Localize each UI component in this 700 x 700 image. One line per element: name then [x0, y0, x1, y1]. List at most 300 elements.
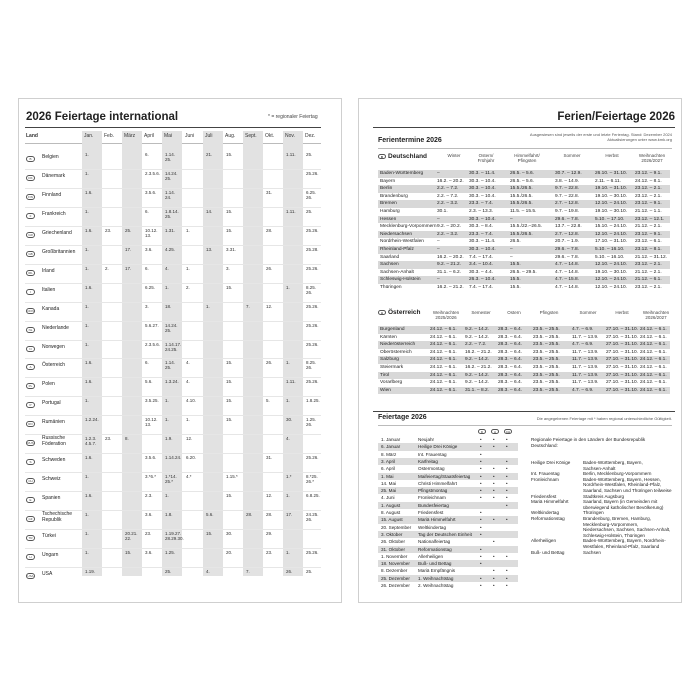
vacation-period: 15.5. — [510, 277, 521, 283]
holiday-days-9: 31. — [266, 455, 273, 461]
vacation-period: 26.5. — [510, 239, 521, 245]
holiday-valid-dot: • — [480, 473, 482, 479]
right-title-rule — [373, 127, 675, 128]
regional-holiday-row — [531, 499, 663, 510]
month-header: Juni — [185, 133, 195, 139]
holiday-days-3: 3.5.6. — [145, 455, 157, 461]
vacation-period: 2.2. – 7.2. — [437, 193, 459, 199]
vacation-period: 23.5. – 25.5. — [533, 365, 560, 370]
holiday-days-4: 1.14. 25. — [165, 152, 176, 162]
holiday-days-11: 25.26. — [306, 455, 319, 461]
vacation-period: 24.12. – 6.1. — [640, 349, 667, 355]
vacation-period: 19.10. – 30.10. — [595, 209, 628, 214]
holiday-days-3: 6. — [145, 152, 149, 157]
austria-label: Österreich — [388, 309, 421, 316]
vacation-period: 26.10. – 31.10. — [595, 171, 628, 176]
vacation-period: 23.12. – 2.1. — [635, 262, 662, 268]
regional-holiday-states: Brandenburg, Bremen, Hamburg, Mecklenburg-Vorpommern, Niedersachsen, Sachsen, Sachsen-Anhalt, Schleswig-Holstein, Thüringen — [583, 516, 671, 538]
holiday-days-0: 1.6. — [85, 493, 93, 499]
holiday-days-1: 23. — [105, 436, 112, 442]
holiday-days-6: 4. — [206, 568, 210, 574]
country-name: Frankreich — [42, 210, 66, 217]
holiday-valid-dot: • — [493, 553, 495, 559]
holiday-days-11: 25.26. — [306, 170, 319, 176]
vacation-period: 29.6. – 7.8. — [555, 216, 580, 222]
country-code-icon: CDN — [27, 308, 34, 313]
country-code-icon: GR — [26, 232, 35, 238]
vacation-period: 2.7. – 12.8. — [555, 201, 580, 207]
country-row — [18, 285, 342, 301]
holiday-days-2: 20.21. 22. — [125, 531, 138, 541]
state-name: Hessen — [380, 216, 397, 222]
holiday-date: 3. April — [381, 458, 396, 464]
holiday-days-10: 1.11. — [286, 152, 296, 157]
country-row — [18, 152, 342, 168]
state-name: Baden-Württemberg — [380, 171, 424, 176]
land-header: Land — [26, 133, 38, 139]
state-name: Tirol — [380, 372, 390, 378]
holiday-row — [378, 567, 518, 574]
row-divider — [25, 567, 321, 568]
left-page-title: 2026 Feiertage international — [26, 111, 179, 123]
holiday-days-0: 1. — [85, 531, 89, 536]
feiertage-title: Feiertage 2026 — [378, 414, 427, 421]
holiday-days-0: 1. — [85, 474, 89, 480]
austria-row — [378, 326, 670, 334]
holiday-days-3: 2.3.5.6. — [145, 170, 161, 176]
holiday-days-7: 15. — [226, 493, 233, 499]
holiday-row — [378, 560, 518, 567]
germany-label: Deutschland — [388, 153, 428, 160]
holiday-name: Fronleichnam — [418, 495, 446, 501]
vacation-period: 29.6. – 7.8. — [555, 247, 580, 252]
holiday-date: 1. Januar — [381, 437, 401, 442]
country-name: Dänemark — [42, 172, 66, 179]
holiday-valid-dot: • — [480, 561, 482, 567]
state-name: Wien — [380, 387, 391, 393]
regional-holiday-states: Saarland, Bayern (in Gemeinden mit überwiegend katholischer Bevölkerung) — [583, 499, 664, 510]
holiday-valid-dot: • — [506, 437, 508, 442]
vacation-period: 13.7. – 22.8. — [555, 224, 582, 230]
holiday-days-10: 1.11. — [286, 379, 296, 385]
vacation-period: 21.12. – 2.1. — [635, 269, 662, 275]
holiday-valid-dot: • — [480, 437, 482, 442]
state-name: Vorarlberg — [380, 380, 403, 386]
left-title-rule — [25, 127, 321, 128]
holiday-name: Mariä Himmelfahrt — [418, 517, 456, 523]
regional-holiday-note: * = regionaler Feiertag — [268, 114, 318, 120]
row-divider — [25, 472, 321, 473]
row-divider — [25, 264, 321, 265]
holiday-date: 25. Mai — [381, 488, 397, 494]
holiday-days-11: 25.28. — [306, 246, 319, 252]
vacation-period: 11.7. – 13.9. — [572, 365, 599, 370]
vacation-period: 11.7. – 13.9. — [572, 334, 599, 340]
state-name: Nordrhein-Westfalen — [380, 239, 424, 245]
germany-row — [378, 238, 670, 246]
holiday-days-0: 1.6. — [85, 284, 93, 290]
holiday-date: 25. Dezember — [381, 575, 410, 581]
holiday-days-7: 15. — [226, 152, 233, 157]
vacation-period: 21.12. – 1.1. — [635, 209, 662, 214]
vacation-period: 4.7. – 6.9. — [572, 327, 594, 332]
holiday-days-11: 1.8.25. — [306, 398, 320, 404]
germany-row — [378, 170, 670, 178]
germany-row — [378, 246, 670, 254]
vacation-period: 19.10. – 30.10. — [595, 193, 628, 199]
country-code-icon: S — [26, 459, 35, 465]
regional-holiday-states: Baden-Württemberg, Bayern, Nordrhein- Westfalen, Rheinland-Pfalz, Saarland — [583, 538, 666, 549]
vacation-period: 27.10. – 31.10. — [606, 334, 639, 340]
holiday-days-6: 21. — [206, 152, 213, 157]
holiday-date: 20. September — [381, 524, 412, 530]
holiday-row — [378, 509, 518, 516]
holiday-valid-dot: • — [506, 466, 508, 472]
holiday-date: 8. August — [381, 510, 401, 515]
vacation-period: 9.2. – 14.2. — [465, 327, 490, 332]
regional-holiday-name: Fronleichnam — [531, 476, 559, 482]
vacation-period: 26.5. – 29.5. — [510, 269, 537, 275]
state-name: Burgenland — [380, 327, 405, 332]
holiday-name: Maifeiertag/Staatsfeiertag — [418, 473, 471, 479]
holiday-days-3: 2.3. — [145, 493, 153, 499]
holiday-days-11: 25.26. — [306, 265, 319, 271]
country-name: Italien — [42, 286, 56, 293]
holiday-row — [378, 436, 518, 443]
germany-row — [378, 254, 670, 262]
country-row — [18, 436, 342, 452]
holiday-days-3: 3.5.25. — [145, 398, 159, 404]
holiday-valid-dot: • — [506, 495, 508, 501]
country-code-icon: CZ — [26, 516, 35, 522]
vacation-period: 24.12. – 6.1. — [640, 365, 667, 370]
regional-holiday-states: Thüringen — [583, 510, 604, 516]
austria-row — [378, 364, 670, 372]
holiday-days-8: 28. — [246, 512, 253, 518]
vacation-period: 9.2. – 14.2. — [465, 380, 490, 386]
holiday-days-9: 29. — [266, 531, 273, 536]
holiday-row — [378, 494, 518, 501]
holiday-days-4: 1.9. — [165, 436, 173, 442]
country-code-icon: PL — [26, 383, 35, 389]
vacation-period: 23.5. – 25.5. — [533, 372, 560, 378]
regional-holiday-name: Int. Frauentag — [531, 471, 560, 477]
austria-row — [378, 372, 670, 380]
country-code-icon: TR — [26, 535, 35, 541]
germany-column-header: Herbst — [605, 153, 619, 158]
germany-row — [378, 284, 670, 292]
country-row — [18, 228, 342, 244]
holiday-days-2: 17. — [125, 246, 132, 252]
holiday-days-4: 14.24. 25. — [165, 170, 178, 181]
vacation-period: 23.12. – 9.1. — [635, 231, 662, 237]
holiday-date: 1. Mai — [381, 473, 394, 479]
vacation-period: 28.3. – 6.4. — [498, 387, 523, 393]
holiday-days-5: 1. — [186, 265, 190, 271]
vacation-period: 30.3. – 10.4. — [469, 186, 496, 192]
holiday-days-11: 25.26. — [306, 303, 319, 309]
germany-row — [378, 223, 670, 231]
country-name: Polen — [42, 381, 55, 388]
vacation-period: 23.5. – 25.5. — [533, 349, 560, 355]
holiday-name: Friedensfest — [418, 510, 444, 515]
austria-country-icon: A — [378, 310, 386, 315]
holiday-valid-dot: • — [480, 510, 482, 515]
country-row — [18, 342, 342, 358]
holiday-row — [378, 487, 518, 494]
country-row — [18, 417, 342, 433]
country-row — [18, 190, 342, 206]
holiday-days-7: 15. — [226, 360, 233, 366]
vacation-period: 11.7. – 13.9. — [572, 380, 599, 386]
vacation-period: 7.4. – 17.4. — [469, 285, 494, 290]
holiday-days-4: 1.14.17. 24.25. — [165, 341, 182, 352]
holiday-days-3: 10.12. 13. — [145, 417, 158, 428]
holiday-days-0: 1. — [85, 341, 89, 347]
month-header: Juli — [205, 133, 213, 139]
vacation-period: 2.7. – 12.8. — [555, 231, 580, 237]
holiday-days-11: 1.25. 26. — [306, 417, 317, 428]
germany-row — [378, 208, 670, 216]
vacation-period: 4.7. – 14.8. — [555, 262, 580, 268]
country-code-icon: N — [26, 346, 35, 352]
vacation-period: 15.5./26.5. — [510, 201, 533, 207]
holiday-days-5: 4.10. — [186, 398, 197, 404]
vacation-period: 16.2. – 21.2. — [437, 285, 464, 290]
vacation-period: 5.10. – 16.10. — [595, 254, 625, 260]
holiday-days-4: 25. — [165, 568, 172, 574]
holiday-valid-dot: • — [480, 451, 482, 457]
holiday-days-0: 1. — [85, 208, 89, 214]
regional-holiday-name: Friedensfest — [531, 493, 557, 499]
austria-row — [378, 334, 670, 342]
vacation-period: 24.12. – 6.1. — [430, 365, 457, 370]
vacation-period: 29.6. – 7.8. — [555, 254, 580, 260]
vacation-period: 27.10. – 31.10. — [606, 380, 639, 386]
holiday-days-0: 1. — [85, 322, 89, 328]
holiday-days-6: 5.6. — [206, 512, 214, 518]
row-divider — [25, 434, 321, 435]
holiday-days-0: 1. — [85, 303, 89, 309]
vacation-period: 31.1. – 8.2. — [465, 387, 490, 393]
vacation-period: 28.3. – 6.4. — [498, 334, 523, 340]
holiday-days-11: 25.26. — [306, 227, 319, 233]
holiday-days-0: 1. — [85, 549, 89, 555]
regional-holiday-name: Reformationstag — [531, 516, 565, 521]
state-name: Kärnten — [380, 334, 397, 340]
holiday-name: Heilige Drei Könige — [418, 444, 458, 450]
holiday-days-9: 28. — [266, 512, 273, 518]
holiday-days-9: 26. — [266, 265, 273, 271]
vacation-period: 9.2. – 14.2. — [465, 372, 490, 378]
holiday-days-11: 8.25. 26. — [306, 360, 317, 371]
vacation-period: 9.2. – 21.2. — [437, 262, 462, 268]
vacation-period: 30.3. – 10.4. — [469, 247, 496, 252]
holiday-days-9: 5. — [266, 398, 270, 404]
holiday-valid-dot: • — [480, 480, 482, 486]
holiday-name: Tag der Deutschen Einheit — [418, 531, 472, 537]
holiday-days-10: 1. — [286, 549, 290, 555]
vacation-period: 23.5. – 25.5. — [533, 334, 560, 340]
country-name: Spanien — [42, 495, 61, 502]
country-name: USA — [42, 570, 53, 577]
holiday-row — [378, 443, 518, 450]
vacation-period: 11.7. – 13.9. — [572, 372, 599, 378]
holiday-days-6: 13. — [206, 246, 213, 252]
holiday-valid-dot: • — [493, 488, 495, 494]
month-header: Jan. — [84, 133, 94, 139]
vacation-period: 24.12. – 6.1. — [640, 380, 667, 386]
holiday-days-3: 6. — [145, 265, 149, 271]
holiday-name: Bundesfeiertag — [418, 502, 449, 508]
holiday-valid-dot: • — [480, 488, 482, 494]
vacation-period: 23.12. – 9.1. — [635, 201, 662, 207]
holiday-days-11: 25. — [306, 152, 313, 157]
vacation-period: 31.1. – 6.2. — [437, 269, 462, 275]
vacation-period: 2.2. – 3.2. — [437, 201, 459, 207]
vacation-period: 4.7. – 15.8. — [555, 277, 580, 283]
holiday-days-5: 4. — [186, 379, 190, 385]
holiday-row — [378, 451, 518, 458]
holiday-valid-dot: • — [506, 553, 508, 559]
holiday-days-11: 8.25. 26. — [306, 284, 317, 295]
holiday-days-9: 26. — [266, 360, 273, 366]
austria-row — [378, 387, 670, 395]
vacation-period: 24.12. – 6.1. — [640, 342, 667, 348]
holiday-days-8: 7. — [246, 303, 250, 309]
country-mark-icon: A — [491, 429, 499, 434]
country-name: Belgien — [42, 154, 59, 160]
regional-holiday-states: Stadtkreis Augsburg — [583, 493, 625, 499]
holiday-valid-dot: • — [480, 553, 482, 559]
holiday-days-7: 3.31. — [226, 246, 237, 252]
vacation-period: 16.2. – 20.2. — [437, 254, 464, 260]
vacation-period: 15.5./26.5. — [510, 193, 533, 199]
germany-country-icon: D — [378, 154, 386, 159]
country-code-icon: RUS — [27, 441, 34, 446]
vacation-period: 4.7. – 6.9. — [572, 342, 594, 348]
vacation-period: 16.2. – 21.2. — [465, 349, 492, 355]
holiday-row — [378, 553, 518, 560]
holiday-days-1: 2. — [105, 265, 109, 271]
vacation-period: – — [437, 277, 440, 283]
state-name: Bayern — [380, 178, 396, 184]
vacation-period: 5.10. – 16.10. — [595, 247, 625, 252]
holiday-days-3: 10.12. 13. — [145, 227, 158, 238]
holiday-days-3: 3.*6.* — [145, 474, 157, 480]
holiday-days-2: 17. — [125, 265, 132, 271]
vacation-period: 9.2. – 14.2. — [465, 357, 490, 363]
holiday-name: Ostermontag — [418, 466, 445, 472]
vacation-period: 16.2. – 21.2. — [465, 365, 492, 370]
holiday-days-0: 1. — [85, 170, 89, 176]
holiday-days-4: 14.24. 25. — [165, 322, 178, 333]
holiday-valid-dot: • — [506, 502, 508, 508]
country-name: Finnland — [42, 191, 62, 198]
holiday-row — [378, 546, 518, 553]
holiday-days-0: 1.2.24. — [85, 417, 99, 423]
vacation-period: 12.10. – 24.10. — [595, 262, 628, 268]
vacation-period: 24.12. – 6.1. — [640, 357, 667, 363]
holiday-valid-dot: • — [493, 568, 495, 574]
vacation-period: 24.12. – 6.1. — [640, 327, 667, 332]
country-name: Irland — [42, 267, 55, 274]
vacation-period: 19.10. – 31.10. — [595, 186, 628, 192]
vacation-period: 15.5./26.5. — [510, 186, 533, 192]
holiday-name: Nationalfeiertag — [418, 539, 451, 545]
holiday-days-0: 1.19. — [85, 568, 96, 574]
holiday-days-0: 1.6. — [85, 455, 93, 461]
state-name: Niederösterreich — [380, 342, 416, 348]
vacation-period: 30.3. – 11.4. — [469, 171, 496, 176]
holiday-name: Karfreitag — [418, 458, 438, 464]
holiday-valid-dot: • — [480, 583, 482, 588]
holiday-days-7: 15. — [226, 417, 233, 423]
vacation-period: 27.10. – 31.10. — [606, 365, 639, 370]
holiday-days-8: 7. — [246, 568, 250, 574]
holiday-days-4: 1.14. 24. — [165, 189, 176, 200]
regional-holiday-name: Allerheiligen — [531, 538, 557, 544]
vacation-period: 19.10. – 30.10. — [595, 269, 628, 275]
vacation-period: 24.12. – 6.1. — [640, 387, 667, 393]
vacation-period: 21.12. – 6.1. — [635, 277, 662, 283]
holiday-days-10: 1. — [286, 284, 290, 290]
holiday-days-2: 8. — [125, 436, 129, 442]
holiday-days-3: 3.6. — [145, 549, 153, 555]
germany-column-header: Weihnachten 2026/2027 — [638, 153, 666, 163]
vacation-period: 9.7. – 22.8. — [555, 186, 580, 192]
country-name: Portugal — [42, 400, 61, 407]
vacation-period: 2.11. – 6.11. — [595, 178, 621, 184]
holiday-date: 6. Januar — [381, 444, 401, 450]
holiday-days-9: 31. — [266, 189, 273, 195]
holiday-valid-dot: • — [480, 466, 482, 472]
holiday-days-4: 1.19.27. 28.29.30. — [165, 531, 184, 541]
country-code-icon: CH — [26, 478, 35, 484]
month-header: Feb. — [104, 133, 115, 139]
germany-row — [378, 276, 670, 284]
vacation-period: 24.12. – 6.1. — [430, 372, 457, 378]
vacation-period: 9.2. – 20.2. — [437, 224, 462, 230]
vacation-period: 30.3. – 10.4. — [469, 216, 496, 222]
month-header: Dez. — [305, 133, 316, 139]
vacation-period: 20.7. – 1.9. — [555, 239, 580, 245]
ferien-title: Ferientermine 2026 — [378, 137, 442, 144]
row-divider — [25, 453, 321, 454]
country-row — [18, 304, 342, 320]
regional-holiday-name: Buß- und Bettag — [531, 549, 565, 555]
country-code-icon: B — [26, 156, 35, 162]
holiday-valid-dot: • — [493, 466, 495, 472]
vacation-period: 15.5. — [510, 285, 521, 290]
country-name: Großbritannien — [42, 248, 76, 255]
holiday-row — [378, 473, 518, 480]
country-name: Schweiz — [42, 476, 61, 483]
country-mark-icon: D — [478, 429, 486, 434]
holiday-days-3: 3.5.6. — [145, 189, 157, 195]
holiday-name: Christi Himmelfahrt — [418, 480, 458, 486]
holiday-date: 4. Juni — [381, 495, 395, 501]
vacation-period: – — [437, 216, 440, 222]
month-header: Nov. — [285, 133, 295, 139]
holiday-valid-dot: • — [480, 575, 482, 581]
regional-holiday-row — [531, 477, 672, 494]
holiday-days-11: 24.25. 26. — [306, 512, 319, 523]
country-code-icon: H — [26, 554, 35, 560]
holiday-days-0: 1. — [85, 265, 89, 271]
holiday-valid-dot: • — [506, 575, 508, 581]
month-header: Sept. — [245, 133, 257, 139]
